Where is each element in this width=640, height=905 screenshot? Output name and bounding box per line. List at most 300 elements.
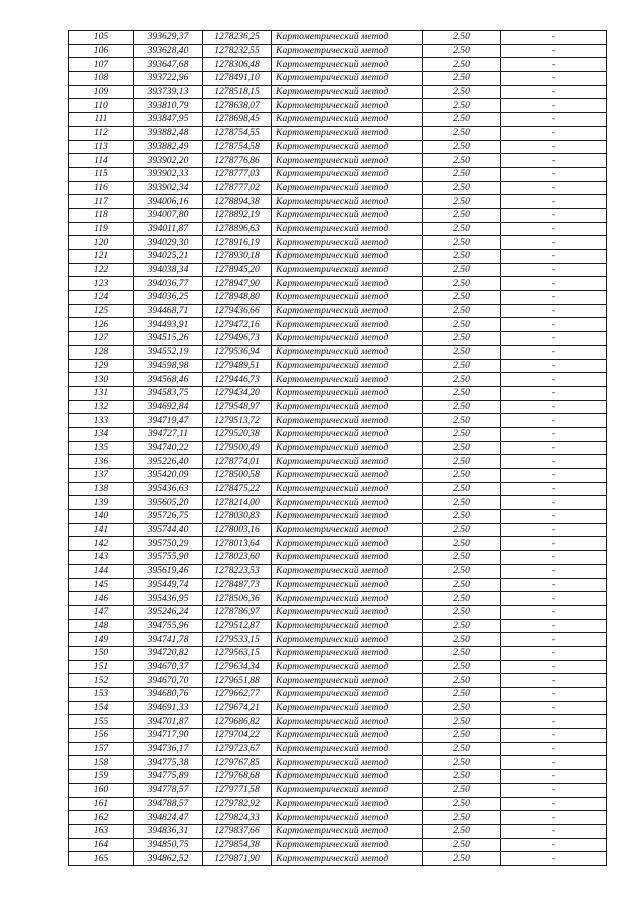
description-cell: - [501, 304, 607, 318]
method-cell: Картометрический метод [272, 537, 423, 551]
x-coordinate-cell: 394741,78 [134, 633, 203, 647]
y-coordinate-cell: 1278698,45 [203, 113, 272, 127]
point-number-cell: 146 [69, 592, 134, 606]
point-number-cell: 152 [69, 674, 134, 688]
x-coordinate-cell: 394717,90 [134, 729, 203, 743]
accuracy-cell: 2.50 [423, 181, 501, 195]
x-coordinate-cell: 395436,63 [134, 482, 203, 496]
x-coordinate-cell: 394862,52 [134, 852, 203, 866]
description-cell: - [501, 605, 607, 619]
table-row [69, 222, 607, 236]
y-coordinate-cell: 1279472,16 [203, 318, 272, 332]
method-cell: Картометрический метод [272, 85, 423, 99]
x-coordinate-cell: 393629,37 [134, 31, 203, 45]
y-coordinate-cell: 1279854,38 [203, 838, 272, 852]
table-row [69, 236, 607, 250]
description-cell: - [501, 373, 607, 387]
accuracy-cell: 2.50 [423, 523, 501, 537]
table-row [69, 113, 607, 127]
x-coordinate-cell: 395750,29 [134, 537, 203, 551]
x-coordinate-cell: 394029,30 [134, 236, 203, 250]
accuracy-cell: 2.50 [423, 208, 501, 222]
description-cell: - [501, 140, 607, 154]
y-coordinate-cell: 1278214,00 [203, 496, 272, 510]
y-coordinate-cell: 1279686,82 [203, 715, 272, 729]
method-cell: Картометрический метод [272, 742, 423, 756]
description-cell: - [501, 578, 607, 592]
x-coordinate-cell: 394568,46 [134, 373, 203, 387]
x-coordinate-cell: 394824,47 [134, 811, 203, 825]
method-cell: Картометрический метод [272, 318, 423, 332]
table-row [69, 619, 607, 633]
accuracy-cell: 2.50 [423, 824, 501, 838]
method-cell: Картометрический метод [272, 373, 423, 387]
x-coordinate-cell: 393882,48 [134, 126, 203, 140]
method-cell: Картометрический метод [272, 660, 423, 674]
accuracy-cell: 2.50 [423, 263, 501, 277]
method-cell: Картометрический метод [272, 578, 423, 592]
accuracy-cell: 2.50 [423, 674, 501, 688]
point-number-cell: 129 [69, 359, 134, 373]
table-row [69, 85, 607, 99]
x-coordinate-cell: 394007,80 [134, 208, 203, 222]
point-number-cell: 158 [69, 756, 134, 770]
method-cell: Картометрический метод [272, 304, 423, 318]
table-row [69, 510, 607, 524]
y-coordinate-cell: 1279871,90 [203, 852, 272, 866]
table-row [69, 701, 607, 715]
table-row [69, 195, 607, 209]
x-coordinate-cell: 393628,40 [134, 44, 203, 58]
accuracy-cell: 2.50 [423, 58, 501, 72]
accuracy-cell: 2.50 [423, 701, 501, 715]
method-cell: Картометрический метод [272, 646, 423, 660]
table-row [69, 729, 607, 743]
point-number-cell: 155 [69, 715, 134, 729]
table-row [69, 31, 607, 45]
table-row [69, 523, 607, 537]
x-coordinate-cell: 393847,95 [134, 113, 203, 127]
method-cell: Картометрический метод [272, 332, 423, 346]
method-cell: Картометрический метод [272, 852, 423, 866]
accuracy-cell: 2.50 [423, 72, 501, 86]
point-number-cell: 119 [69, 222, 134, 236]
point-number-cell: 117 [69, 195, 134, 209]
x-coordinate-cell: 394025,21 [134, 250, 203, 264]
point-number-cell: 142 [69, 537, 134, 551]
description-cell: - [501, 564, 607, 578]
table-row [69, 811, 607, 825]
point-number-cell: 156 [69, 729, 134, 743]
table-row [69, 455, 607, 469]
table-row [69, 742, 607, 756]
point-number-cell: 154 [69, 701, 134, 715]
description-cell: - [501, 660, 607, 674]
y-coordinate-cell: 1279496,73 [203, 332, 272, 346]
y-coordinate-cell: 1279704,22 [203, 729, 272, 743]
x-coordinate-cell: 394720,82 [134, 646, 203, 660]
y-coordinate-cell: 1278475,22 [203, 482, 272, 496]
table-row [69, 277, 607, 291]
x-coordinate-cell: 394736,17 [134, 742, 203, 756]
point-number-cell: 143 [69, 551, 134, 565]
y-coordinate-cell: 1278776,86 [203, 154, 272, 168]
table-row [69, 154, 607, 168]
table-row [69, 797, 607, 811]
x-coordinate-cell: 393739,13 [134, 85, 203, 99]
method-cell: Картометрический метод [272, 58, 423, 72]
accuracy-cell: 2.50 [423, 537, 501, 551]
x-coordinate-cell: 395226,40 [134, 455, 203, 469]
description-cell: - [501, 619, 607, 633]
y-coordinate-cell: 1279723,67 [203, 742, 272, 756]
point-number-cell: 123 [69, 277, 134, 291]
point-number-cell: 148 [69, 619, 134, 633]
point-number-cell: 114 [69, 154, 134, 168]
y-coordinate-cell: 1279446,73 [203, 373, 272, 387]
table-row [69, 414, 607, 428]
description-cell: - [501, 167, 607, 181]
x-coordinate-cell: 394036,25 [134, 291, 203, 305]
table-row [69, 99, 607, 113]
accuracy-cell: 2.50 [423, 85, 501, 99]
table-row [69, 469, 607, 483]
x-coordinate-cell: 394468,71 [134, 304, 203, 318]
accuracy-cell: 2.50 [423, 427, 501, 441]
accuracy-cell: 2.50 [423, 592, 501, 606]
y-coordinate-cell: 1278013,64 [203, 537, 272, 551]
y-coordinate-cell: 1279513,72 [203, 414, 272, 428]
table-row [69, 838, 607, 852]
point-number-cell: 165 [69, 852, 134, 866]
accuracy-cell: 2.50 [423, 154, 501, 168]
x-coordinate-cell: 393882,49 [134, 140, 203, 154]
accuracy-cell: 2.50 [423, 688, 501, 702]
method-cell: Картометрический метод [272, 729, 423, 743]
description-cell: - [501, 291, 607, 305]
x-coordinate-cell: 393902,34 [134, 181, 203, 195]
x-coordinate-cell: 394692,84 [134, 400, 203, 414]
y-coordinate-cell: 1278491,10 [203, 72, 272, 86]
table-row [69, 852, 607, 866]
method-cell: Картометрический метод [272, 291, 423, 305]
accuracy-cell: 2.50 [423, 564, 501, 578]
description-cell: - [501, 770, 607, 784]
table-row [69, 646, 607, 660]
point-number-cell: 122 [69, 263, 134, 277]
point-number-cell: 157 [69, 742, 134, 756]
table-row [69, 72, 607, 86]
accuracy-cell: 2.50 [423, 510, 501, 524]
method-cell: Картометрический метод [272, 400, 423, 414]
accuracy-cell: 2.50 [423, 345, 501, 359]
y-coordinate-cell: 1279548,97 [203, 400, 272, 414]
table-row [69, 345, 607, 359]
table-row [69, 263, 607, 277]
description-cell: - [501, 277, 607, 291]
y-coordinate-cell: 1278947,90 [203, 277, 272, 291]
x-coordinate-cell: 394850,75 [134, 838, 203, 852]
method-cell: Картометрический метод [272, 564, 423, 578]
accuracy-cell: 2.50 [423, 167, 501, 181]
y-coordinate-cell: 1278930,18 [203, 250, 272, 264]
y-coordinate-cell: 1279662,77 [203, 688, 272, 702]
accuracy-cell: 2.50 [423, 400, 501, 414]
point-number-cell: 116 [69, 181, 134, 195]
method-cell: Картометрический метод [272, 181, 423, 195]
table-row [69, 441, 607, 455]
point-number-cell: 139 [69, 496, 134, 510]
point-number-cell: 108 [69, 72, 134, 86]
method-cell: Картометрический метод [272, 72, 423, 86]
x-coordinate-cell: 394036,77 [134, 277, 203, 291]
method-cell: Картометрический метод [272, 619, 423, 633]
method-cell: Картометрический метод [272, 482, 423, 496]
table-row [69, 592, 607, 606]
x-coordinate-cell: 393902,33 [134, 167, 203, 181]
point-number-cell: 121 [69, 250, 134, 264]
x-coordinate-cell: 394755,96 [134, 619, 203, 633]
table-row [69, 373, 607, 387]
table-row [69, 770, 607, 784]
description-cell: - [501, 783, 607, 797]
method-cell: Картометрический метод [272, 523, 423, 537]
method-cell: Картометрический метод [272, 359, 423, 373]
x-coordinate-cell: 395436,95 [134, 592, 203, 606]
point-number-cell: 133 [69, 414, 134, 428]
point-number-cell: 135 [69, 441, 134, 455]
x-coordinate-cell: 394670,37 [134, 660, 203, 674]
table-row [69, 304, 607, 318]
description-cell: - [501, 646, 607, 660]
point-number-cell: 140 [69, 510, 134, 524]
point-number-cell: 118 [69, 208, 134, 222]
point-number-cell: 145 [69, 578, 134, 592]
point-number-cell: 134 [69, 427, 134, 441]
x-coordinate-cell: 394775,38 [134, 756, 203, 770]
document-page [68, 30, 606, 866]
description-cell: - [501, 414, 607, 428]
accuracy-cell: 2.50 [423, 605, 501, 619]
x-coordinate-cell: 394598,98 [134, 359, 203, 373]
description-cell: - [501, 482, 607, 496]
x-coordinate-cell: 394775,89 [134, 770, 203, 784]
method-cell: Картометрический метод [272, 236, 423, 250]
x-coordinate-cell: 394778,57 [134, 783, 203, 797]
accuracy-cell: 2.50 [423, 783, 501, 797]
x-coordinate-cell: 393647,68 [134, 58, 203, 72]
x-coordinate-cell: 394670,70 [134, 674, 203, 688]
point-number-cell: 106 [69, 44, 134, 58]
table-row [69, 140, 607, 154]
y-coordinate-cell: 1279782,92 [203, 797, 272, 811]
accuracy-cell: 2.50 [423, 633, 501, 647]
table-row [69, 181, 607, 195]
table-row [69, 167, 607, 181]
method-cell: Картометрический метод [272, 113, 423, 127]
point-number-cell: 150 [69, 646, 134, 660]
y-coordinate-cell: 1279634,34 [203, 660, 272, 674]
point-number-cell: 164 [69, 838, 134, 852]
y-coordinate-cell: 1278777,02 [203, 181, 272, 195]
description-cell: - [501, 195, 607, 209]
point-number-cell: 141 [69, 523, 134, 537]
table-row [69, 496, 607, 510]
point-number-cell: 111 [69, 113, 134, 127]
description-cell: - [501, 222, 607, 236]
method-cell: Картометрический метод [272, 195, 423, 209]
description-cell: - [501, 250, 607, 264]
accuracy-cell: 2.50 [423, 441, 501, 455]
accuracy-cell: 2.50 [423, 469, 501, 483]
description-cell: - [501, 441, 607, 455]
description-cell: - [501, 729, 607, 743]
y-coordinate-cell: 1278754,55 [203, 126, 272, 140]
accuracy-cell: 2.50 [423, 222, 501, 236]
accuracy-cell: 2.50 [423, 304, 501, 318]
method-cell: Картометрический метод [272, 44, 423, 58]
point-number-cell: 124 [69, 291, 134, 305]
accuracy-cell: 2.50 [423, 195, 501, 209]
y-coordinate-cell: 1279434,20 [203, 386, 272, 400]
y-coordinate-cell: 1279489,51 [203, 359, 272, 373]
x-coordinate-cell: 394011,87 [134, 222, 203, 236]
y-coordinate-cell: 1279824,33 [203, 811, 272, 825]
accuracy-cell: 2.50 [423, 250, 501, 264]
method-cell: Картометрический метод [272, 386, 423, 400]
description-cell: - [501, 154, 607, 168]
method-cell: Картометрический метод [272, 811, 423, 825]
y-coordinate-cell: 1278786,97 [203, 605, 272, 619]
description-cell: - [501, 58, 607, 72]
point-number-cell: 151 [69, 660, 134, 674]
accuracy-cell: 2.50 [423, 277, 501, 291]
point-number-cell: 110 [69, 99, 134, 113]
point-number-cell: 113 [69, 140, 134, 154]
x-coordinate-cell: 394836,31 [134, 824, 203, 838]
accuracy-cell: 2.50 [423, 715, 501, 729]
description-cell: - [501, 318, 607, 332]
y-coordinate-cell: 1278306,48 [203, 58, 272, 72]
method-cell: Картометрический метод [272, 770, 423, 784]
y-coordinate-cell: 1279651,88 [203, 674, 272, 688]
method-cell: Картометрический метод [272, 222, 423, 236]
accuracy-cell: 2.50 [423, 414, 501, 428]
method-cell: Картометрический метод [272, 167, 423, 181]
accuracy-cell: 2.50 [423, 44, 501, 58]
accuracy-cell: 2.50 [423, 318, 501, 332]
y-coordinate-cell: 1279520,38 [203, 427, 272, 441]
accuracy-cell: 2.50 [423, 359, 501, 373]
description-cell: - [501, 496, 607, 510]
table-row [69, 537, 607, 551]
description-cell: - [501, 99, 607, 113]
y-coordinate-cell: 1279512,87 [203, 619, 272, 633]
table-row [69, 564, 607, 578]
method-cell: Картометрический метод [272, 510, 423, 524]
table-row [69, 332, 607, 346]
description-cell: - [501, 263, 607, 277]
x-coordinate-cell: 394740,22 [134, 441, 203, 455]
x-coordinate-cell: 393810,79 [134, 99, 203, 113]
table-row [69, 58, 607, 72]
accuracy-cell: 2.50 [423, 619, 501, 633]
method-cell: Картометрический метод [272, 99, 423, 113]
accuracy-cell: 2.50 [423, 660, 501, 674]
point-number-cell: 126 [69, 318, 134, 332]
y-coordinate-cell: 1279500,49 [203, 441, 272, 455]
accuracy-cell: 2.50 [423, 113, 501, 127]
point-number-cell: 144 [69, 564, 134, 578]
description-cell: - [501, 633, 607, 647]
description-cell: - [501, 674, 607, 688]
description-cell: - [501, 838, 607, 852]
point-number-cell: 130 [69, 373, 134, 387]
description-cell: - [501, 510, 607, 524]
point-number-cell: 127 [69, 332, 134, 346]
description-cell: - [501, 551, 607, 565]
y-coordinate-cell: 1278774,01 [203, 455, 272, 469]
method-cell: Картометрический метод [272, 688, 423, 702]
accuracy-cell: 2.50 [423, 811, 501, 825]
coordinates-table [68, 30, 607, 866]
y-coordinate-cell: 1279768,68 [203, 770, 272, 784]
description-cell: - [501, 824, 607, 838]
table-row [69, 44, 607, 58]
table-row [69, 633, 607, 647]
y-coordinate-cell: 1279436,66 [203, 304, 272, 318]
x-coordinate-cell: 395619,46 [134, 564, 203, 578]
description-cell: - [501, 31, 607, 45]
x-coordinate-cell: 394788,57 [134, 797, 203, 811]
y-coordinate-cell: 1278894,38 [203, 195, 272, 209]
description-cell: - [501, 400, 607, 414]
method-cell: Картометрический метод [272, 250, 423, 264]
y-coordinate-cell: 1278916,19 [203, 236, 272, 250]
description-cell: - [501, 359, 607, 373]
y-coordinate-cell: 1278232,55 [203, 44, 272, 58]
point-number-cell: 125 [69, 304, 134, 318]
table-row [69, 359, 607, 373]
table-row [69, 674, 607, 688]
description-cell: - [501, 332, 607, 346]
accuracy-cell: 2.50 [423, 646, 501, 660]
table-row [69, 715, 607, 729]
point-number-cell: 160 [69, 783, 134, 797]
x-coordinate-cell: 394006,16 [134, 195, 203, 209]
x-coordinate-cell: 394038,34 [134, 263, 203, 277]
point-number-cell: 138 [69, 482, 134, 496]
accuracy-cell: 2.50 [423, 31, 501, 45]
y-coordinate-cell: 1279837,66 [203, 824, 272, 838]
description-cell: - [501, 113, 607, 127]
x-coordinate-cell: 394701,87 [134, 715, 203, 729]
table-row [69, 386, 607, 400]
y-coordinate-cell: 1278023,60 [203, 551, 272, 565]
method-cell: Картометрический метод [272, 674, 423, 688]
method-cell: Картометрический метод [272, 277, 423, 291]
y-coordinate-cell: 1278948,80 [203, 291, 272, 305]
table-row [69, 578, 607, 592]
table-row [69, 660, 607, 674]
point-number-cell: 162 [69, 811, 134, 825]
accuracy-cell: 2.50 [423, 551, 501, 565]
point-number-cell: 107 [69, 58, 134, 72]
description-cell: - [501, 811, 607, 825]
description-cell: - [501, 742, 607, 756]
accuracy-cell: 2.50 [423, 852, 501, 866]
method-cell: Картометрический метод [272, 345, 423, 359]
